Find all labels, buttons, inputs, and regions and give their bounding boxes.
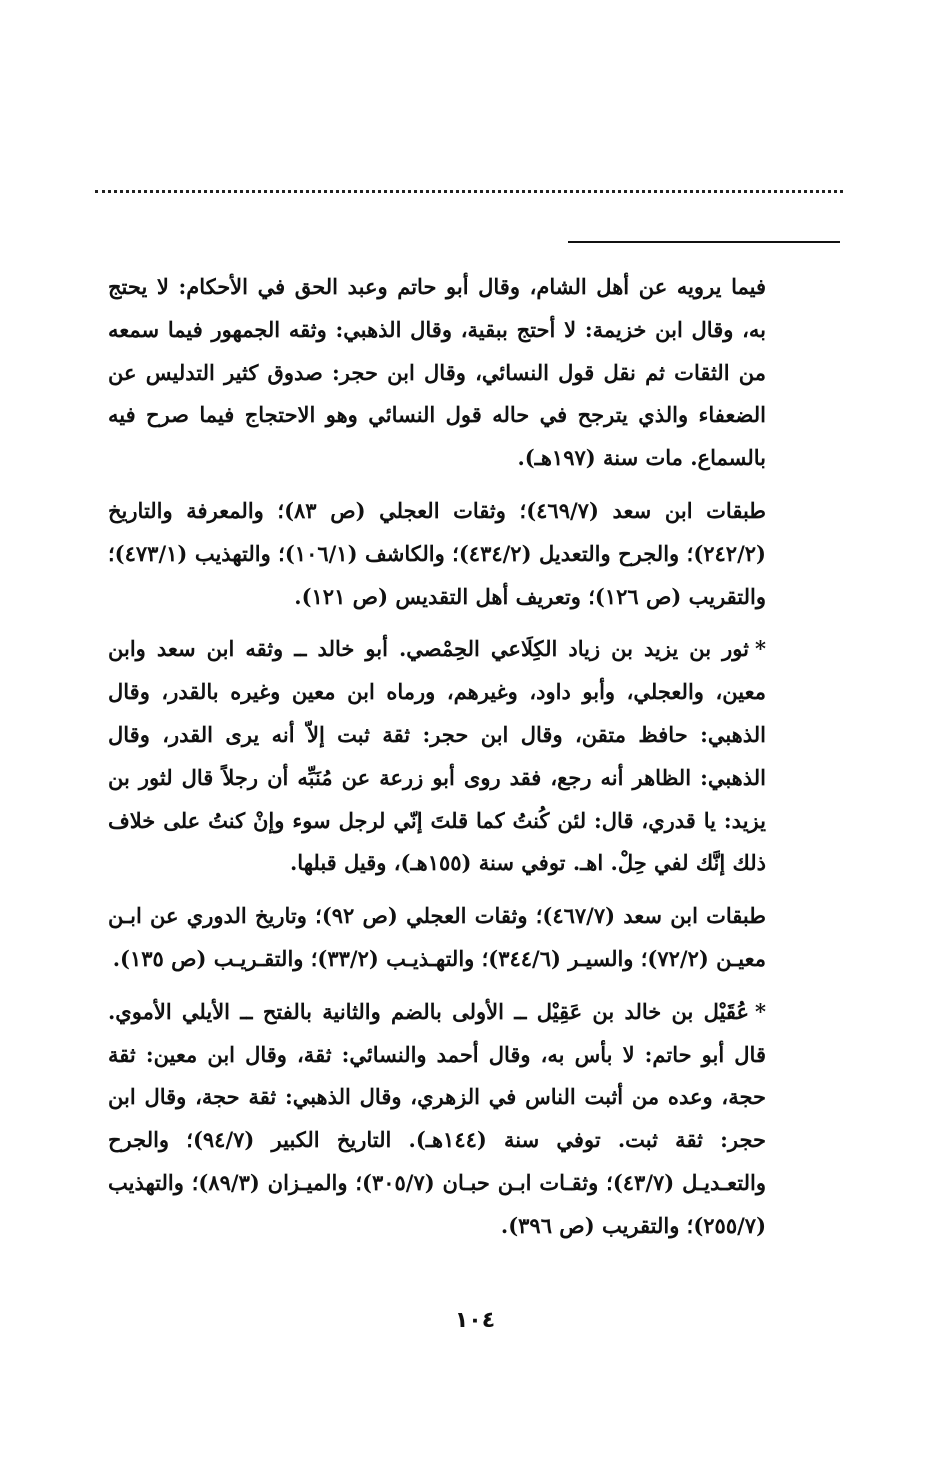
asterisk-marker: *	[755, 998, 766, 1024]
footnote-continuation: فيما يرويه عن أهل الشام، وقال أبو حاتم وعبد الحق في الأحكام: لا يحتج به، وقال ابن خزيمة: لا أحتج ببقية، وقال الذهبي: وثقه الجمهور فيما سمعه من الثقات ثم نقل قول النسائي، وقال ابن حجر: صدوق كثير التدليس عن الضعفاء والذي يترجح في حاله قول النسائي وهو الاحتجاج فيما صرح فيه بالسماع. مات سنة (١٩٧هـ).	[108, 274, 766, 471]
page-number: ١٠٤	[454, 1308, 496, 1333]
footnote-text: ثور بن يزيد بن زياد الكِلَاعي الحِمْصي. أبو خالد ــ وثقه ابن سعد وابن معين، والعجلي، وأبو داود، وغيرهم، ورماه ابن معين وغيره بالقدر، وقال الذهبي: حافظ متقن، وقال ابن حجر: ثقة ثبت إلاّ أنه يرى القدر، وقال الذهبي: الظاهر أنه رجع، فقد روى أبو زرعة عن مُنَبِّه أن رجلاً قال لثور بن يزيد: يا قدري، قال: لئن كُنتُ كما قلتَ إنّي لرجل سوء وإنْ كنتُ على خلاف ذلك إنَّك لفي حِلْ. اهـ. توفي سنة (١٥٥هـ)، وقيل قبلها.	[108, 636, 766, 876]
asterisk-marker: *	[755, 636, 766, 662]
dotted-separator	[95, 190, 843, 193]
footnote-sources-2: طبقات ابن سعد (٤٦٧/٧)؛ وثقات العجلي (ص ٩٢)؛ وتاريخ الدوري عن ابـن معيـن (٧٢/٢)؛ والسيـر (٣٤٤/٦)؛ والتهـذيـب (٣٣/٢)؛ والتقـريـب (ص ١٣٥).	[108, 903, 766, 971]
footnote-uqayl-ibn-khalid	[108, 991, 766, 1248]
footnotes-block	[108, 266, 766, 1250]
footnote-thawr-ibn-yazid	[108, 628, 766, 885]
footnote-sources-1: طبقات ابن سعد (٤٦٩/٧)؛ وثقات العجلي (ص ٨٣)؛ والمعرفة والتاريخ (٢٤٢/٢)؛ والجرح والتعديل (٤٣٤/٢)؛ والكاشف (١٠٦/١)؛ والتهذيب (٤٧٣/١)؛ والتقريب (ص ١٢٦)؛ وتعريف أهل التقديس (ص ١٢١).	[108, 497, 766, 609]
footnote-text: عُقَيْل بن خالد بن عَقِيْل ــ الأولى بالضم والثانية بالفتح ــ الأيلي الأموي. قال أبو حاتم: لا بأس به، وقال أحمد والنسائي: ثقة، وقال ابن معين: ثقة حجة، وعده من أثبت الناس في الزهري، وقال الذهبي: ثقة حجة، وقال ابن حجر: ثقة ثبت. توفي سنة (١٤٤هـ). التاريخ الكبير (٩٤/٧)؛ والجرح والتعـديـل (٤٣/٧)؛ وثقـات ابـن حبـان (٣٠٥/٧)؛ والميـزان (٨٩/٣)؛ والتهذيب (٢٥٥/٧)؛ والتقريب (ص ٣٩٦).	[108, 998, 766, 1238]
footnote-separator	[568, 241, 840, 243]
